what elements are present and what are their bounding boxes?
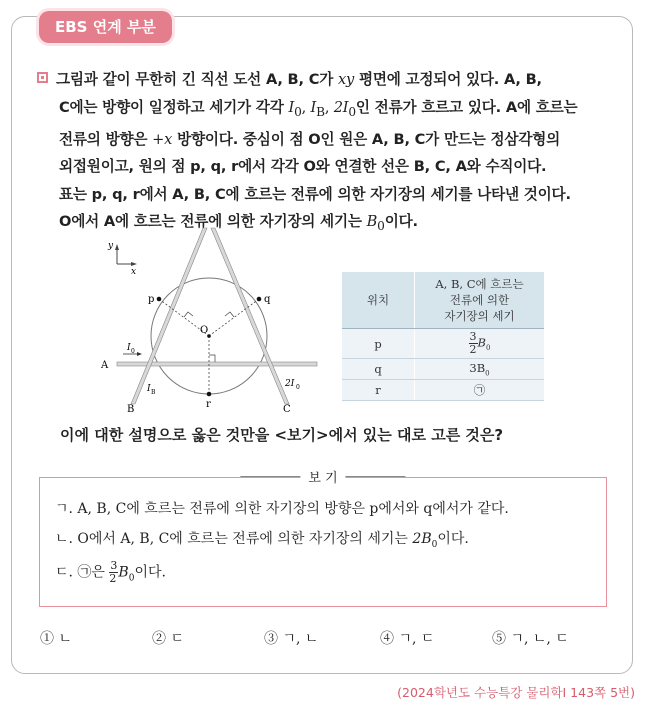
table-header-field <box>415 272 545 329</box>
bogi-item-3-value: B <box>118 564 129 581</box>
q-ib-sub: B <box>316 104 325 119</box>
fraction-den: 2 <box>469 343 477 356</box>
q-ib: I <box>310 98 317 116</box>
fraction-num: 3 <box>469 330 477 343</box>
table-row <box>342 329 544 359</box>
label-current-b-sub: B <box>151 389 156 396</box>
label-r: r <box>206 399 211 410</box>
bogi-title: 보 기 <box>300 467 345 486</box>
q-line6a: O에서 A에 흐르는 전류에 의한 자기장의 세기는 <box>59 213 367 231</box>
q-ia-sub: 0 <box>294 104 302 119</box>
table-cell-value: ㉠ <box>415 380 545 401</box>
q-b0-sub: 0 <box>377 219 385 234</box>
fraction <box>469 331 478 356</box>
table-header-field-1: A, B, C에 흐르는 <box>435 277 524 291</box>
q-i2: 2I <box>333 98 349 116</box>
bogi-item-3-text: ㄷ. ㉠은 <box>55 564 110 581</box>
value-sub: 0 <box>485 369 490 378</box>
value-b: B <box>477 335 486 350</box>
table-row <box>342 359 544 380</box>
point-q-dot <box>257 297 262 302</box>
table-cell-value <box>415 329 545 359</box>
bogi-item-2 <box>55 528 469 550</box>
bogi-item-2-value: 2B <box>412 531 432 547</box>
q-line6b: 이다. <box>384 213 418 231</box>
table-cell-pos: p <box>342 329 415 359</box>
q-line4: 외접원이고, 원의 점 p, q, r에서 각각 O와 연결한 선은 B, C, A와 수직이다. <box>59 158 547 176</box>
q-b0: B <box>366 213 378 231</box>
point-r-dot <box>207 392 212 397</box>
choice-2[interactable]: ② ㄷ <box>152 631 184 647</box>
value-sub: 0 <box>485 343 491 352</box>
label-p: p <box>148 294 155 305</box>
right-angle-b <box>184 312 193 317</box>
choice-3[interactable]: ③ ㄱ, ㄴ <box>264 631 319 647</box>
bogi-item-3-end: 이다. <box>134 564 166 581</box>
axes-icon <box>107 241 137 277</box>
label-current-b: I <box>147 384 151 394</box>
label-wire-b: B <box>127 404 135 415</box>
source-citation: (2024학년도 수능특강 물리학Ⅰ 143쪽 5번) <box>397 685 635 700</box>
table-cell-pos: r <box>342 380 415 401</box>
axis-y-label: y <box>108 241 114 251</box>
field-table <box>342 272 544 401</box>
bogi-item-3-sub: 0 <box>128 573 135 584</box>
choice-5[interactable]: ⑤ ㄱ, ㄴ, ㄷ <box>492 631 569 647</box>
bogi-box <box>39 471 607 607</box>
bogi-item-3 <box>55 560 166 585</box>
q-line2b: 인 전류가 흐르고 있다. A에 흐르는 <box>355 98 578 116</box>
choice-4[interactable]: ④ ㄱ, ㄷ <box>380 631 435 647</box>
table-header-field-2: 전류에 의한 <box>449 293 510 307</box>
choice-1[interactable]: ① ㄴ <box>40 631 72 647</box>
label-current-a-sub: 0 <box>131 348 135 355</box>
q-line2a: C에는 방향이 일정하고 세기가 각각 <box>59 98 289 116</box>
fraction-num: 3 <box>110 559 118 572</box>
bogi-item-2-sub: 0 <box>431 539 438 550</box>
label-current-c-sub: 0 <box>296 384 300 391</box>
q-line1b: 평면에 고정되어 있다. A, B, <box>354 71 542 88</box>
label-current-a: I <box>127 343 131 353</box>
table-header-position: 위치 <box>342 272 415 329</box>
table-row <box>342 380 544 401</box>
wire-diagram <box>95 226 325 416</box>
label-wire-a: A <box>101 360 109 371</box>
label-o: O <box>200 325 209 336</box>
q-plusx: +x <box>152 130 173 148</box>
q-line3a: 전류의 방향은 <box>59 130 153 148</box>
right-angle-c <box>225 312 234 317</box>
q-line3b: 방향이다. 중심이 점 O인 원은 A, B, C가 만드는 정삼각형의 <box>172 130 561 148</box>
axis-x-label: x <box>131 267 137 277</box>
fraction-den: 2 <box>109 572 117 585</box>
label-current-c: 2I <box>285 379 295 389</box>
bogi-item-1: ㄱ. A, B, C에 흐르는 전류에 의한 자기장의 방향은 p에서와 q에서가 같다. <box>55 501 509 517</box>
value-b: 3B <box>469 361 486 375</box>
q-i2-sub: 0 <box>348 104 356 119</box>
table-cell-value <box>415 359 545 380</box>
question-text: 그림과 같이 무한히 긴 직선 도선 A, B, C가 xy 평면에 고정되어 있다. A, B, C에는 방향이 일정하고 세기가 각각 $I_0$, $I_B$, $2I_0$인 전류가 흐르고 있다. A에 흐르는 전류의 방향은 +x 방향이다. 중심이 점 O인 원은 A, B, C가 만드는 정삼각형의 외접원이고, 원의 점 p, q, r에서 각각 O와 연결한 선은 B, C, A와 수직이다. 표는 p, q, r에서 A, B, C에 흐르는 전류에 의한 자기장의 세기를 나타낸 것이다. O에서 A에 흐르는 전류에 의한 자기장의 세기는 $B_0$이다. <box>37 66 611 241</box>
q-line5: 표는 p, q, r에서 A, B, C에 흐르는 전류에 의한 자기장의 세기를 나타낸 것이다. <box>59 185 571 203</box>
label-wire-c: C <box>283 404 291 415</box>
q-ia: I <box>288 98 295 116</box>
table-header-field-3: 자기장의 세기 <box>444 309 515 323</box>
label-q: q <box>264 294 271 305</box>
table-header-row <box>342 272 544 329</box>
bogi-item-2-end: 이다. <box>437 531 469 547</box>
bullet-square-icon <box>37 72 48 83</box>
q-line1: 그림과 같이 무한히 긴 직선 도선 A, B, C가 <box>56 71 338 88</box>
table-cell-pos: q <box>342 359 415 380</box>
q-xy: xy <box>337 71 355 88</box>
question-prompt: 이에 대한 설명으로 옳은 것만을 <보기>에서 있는 대로 고른 것은? <box>60 426 504 444</box>
ebs-tag: EBS 연계 부분 <box>39 11 172 43</box>
point-p-dot <box>157 297 162 302</box>
bogi-item-2-text: ㄴ. O에서 A, B, C에 흐르는 전류에 의한 자기장의 세기는 <box>55 531 413 547</box>
right-angle-a <box>209 355 215 362</box>
